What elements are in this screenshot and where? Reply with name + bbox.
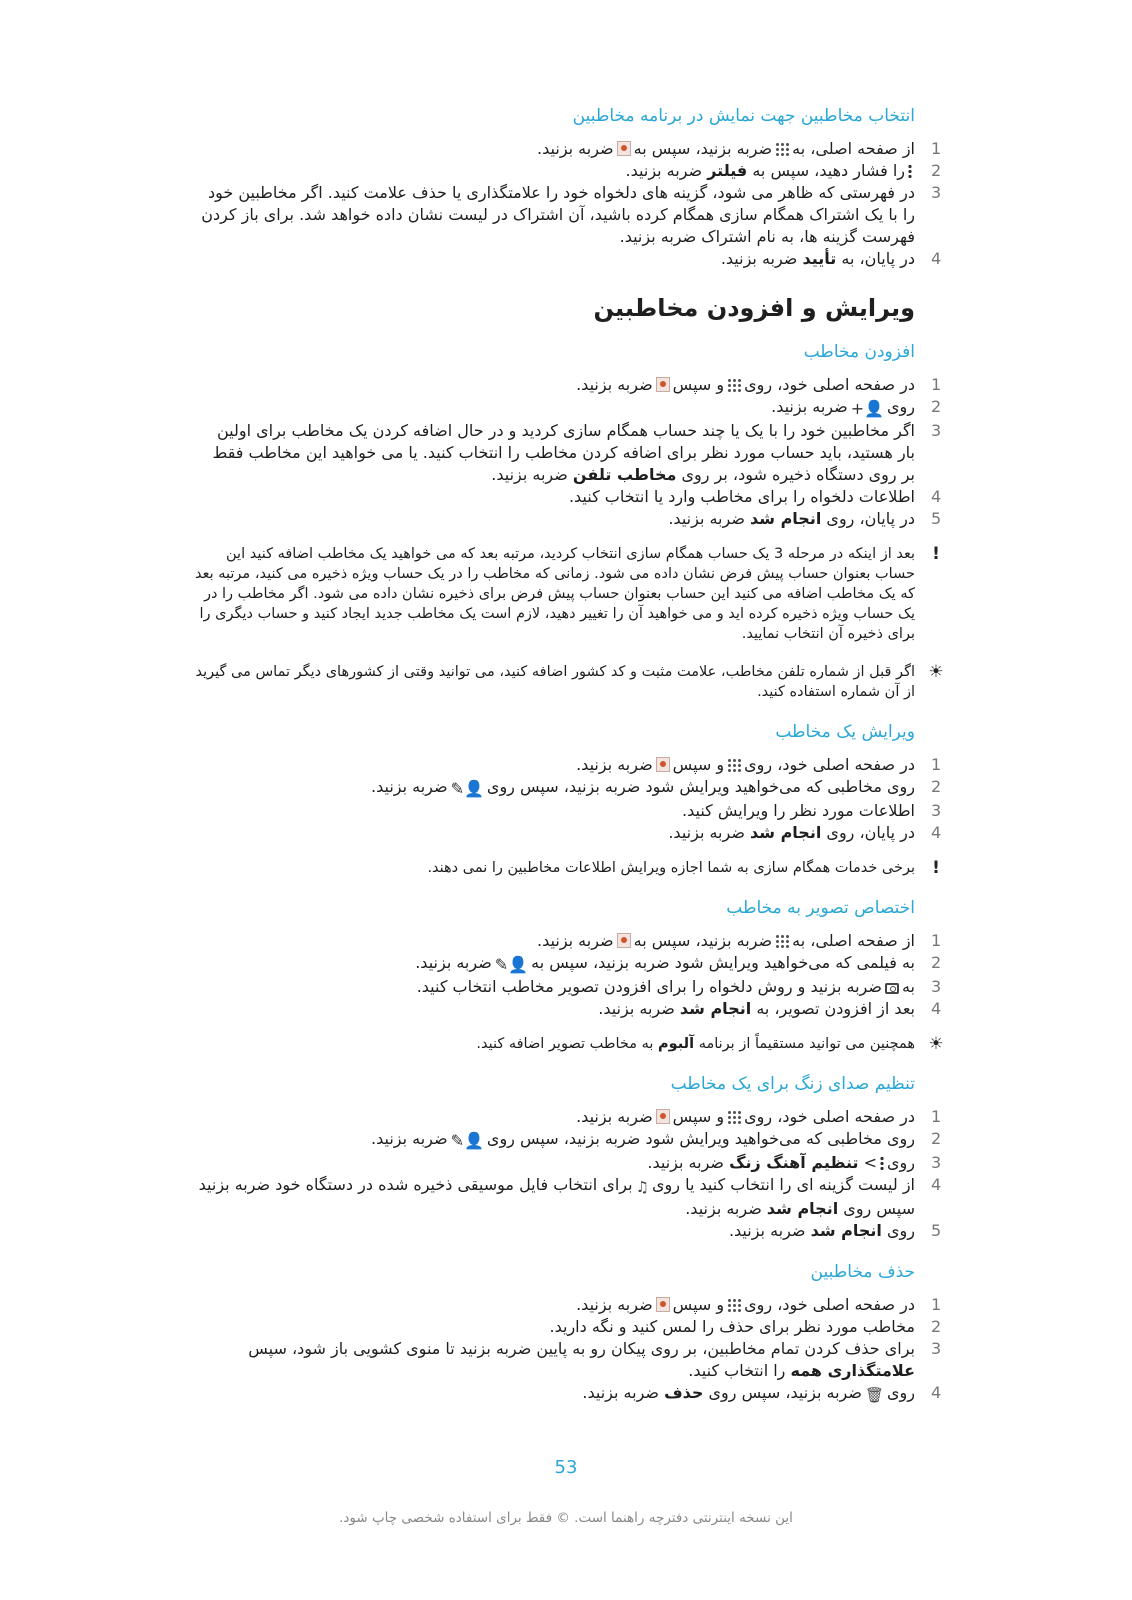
step-number: 3: [931, 1339, 942, 1358]
contacts-app-icon: [656, 377, 670, 392]
step-text: ضربه بزنید.: [582, 1383, 659, 1402]
step-bold: تنظیم آهنگ زنگ: [729, 1153, 859, 1172]
list-item: [195, 182, 942, 248]
step-text: و سپس: [672, 1107, 725, 1126]
section-edit-contact: [195, 720, 942, 878]
step-number: 4: [931, 1383, 942, 1402]
apps-grid-icon: [727, 758, 741, 772]
step-number: 4: [931, 823, 942, 842]
list-item: [195, 486, 942, 508]
step-text: روی مخاطبی که می‌خواهید ویرایش شود ضربه بزنید، سپس روی: [486, 1129, 915, 1148]
note-text: بعد از اینکه در مرحله 3 یک حساب همگام سازی انتخاب کردید، مرتبه بعد که می خواهید یک مخاطب اضافه کنید این حساب بعنوان حساب پیش فرض نشان داده می شود. زمانی که مخاطب را در یک حساب ویژه ذخیره می کنید، مرتبه بعد که یک مخاطب اضافه می کنید این حساب بعنوان حساب پیش فرض برای ذخیره نشان داده می شود. اگر مخاطب را در یک حساب ویژه ذخیره کرده اید و می خواهید آن را تغییر دهید، لازم است یک مخاطب جدید ایجاد کنید و حساب دیگری را برای ذخیره آن انتخاب نمایید.: [195, 546, 915, 642]
list-item: [195, 1220, 942, 1242]
step-text: ضربه بزنید.: [537, 931, 614, 950]
step-text: به: [901, 977, 915, 996]
step-text: ضربه بزنید.: [685, 1199, 762, 1218]
step-text: را انتخاب کنید.: [688, 1361, 786, 1380]
edit-contact-icon: 👤✎: [450, 779, 484, 798]
step-text: در صفحه اصلی خود، روی: [744, 375, 915, 394]
step-text: اگر مخاطبین خود را با یک یا چند حساب همگام سازی کردید و در حال اضافه کردن یک مخاطب برای اولین بار هستید، باید حساب مورد نظر برای اضافه کردن مخاطب را انتخاب کنید. یا می خواهید این مخاطب فقط بر روی دستگاه ذخیره شود، بر روی: [212, 421, 915, 484]
step-number: 1: [931, 1295, 942, 1314]
step-text: ضربه بزنید.: [771, 397, 848, 416]
list-item: [195, 776, 942, 800]
step-text: روی: [887, 1383, 915, 1402]
apps-grid-icon: [727, 1110, 741, 1124]
page-content: [195, 104, 944, 1424]
note-text: به مخاطب تصویر اضافه کنید.: [476, 1036, 654, 1052]
step-text: برای انتخاب فایل موسیقی ذخیره شده در دستگاه خود ضربه بزنید سپس روی: [198, 1175, 915, 1218]
menu-dots-icon: [880, 1156, 884, 1170]
apps-grid-icon: [727, 378, 741, 392]
step-bold: حذف: [664, 1383, 704, 1402]
step-text: در فهرستی که ظاهر می شود، گزینه های دلخواه خود را علامتگذاری یا حذف علامت کنید. اگر مخاطبین خود را با یک اشتراک همگام سازی همگام کرده باشید، آن اشتراک در لیست نشان داده خواهد شد. برای باز کردن فهرست گزینه ها، به نام اشتراک ضربه بزنید.: [201, 183, 915, 246]
list-item: [195, 160, 942, 182]
list-item: [195, 1316, 942, 1338]
contacts-app-icon: [656, 1297, 670, 1312]
list-item: [195, 998, 942, 1020]
step-text: ضربه بزنید.: [576, 375, 653, 394]
step-number: 3: [931, 801, 942, 820]
step-bold: انجام شد: [679, 999, 752, 1018]
step-text: ضربه بزنید.: [668, 823, 745, 842]
step-text: ضربه بزنید.: [491, 465, 568, 484]
section-title: حذف مخاطبین: [810, 1262, 915, 1282]
lightbulb-icon: ☀: [928, 662, 944, 682]
add-contact-icon: 👤+: [850, 399, 885, 418]
page-heading: ویرایش و افزودن مخاطبین: [593, 294, 915, 322]
edit-contact-icon: 👤✎: [450, 1131, 484, 1150]
step-text: و سپس: [672, 755, 725, 774]
step-number: 4: [931, 487, 942, 506]
step-text: ضربه بزنید.: [728, 1221, 806, 1240]
step-text: ضربه بزنید.: [415, 953, 492, 972]
step-text: ضربه بزنید.: [576, 1107, 653, 1126]
section-add-contact: [195, 340, 944, 702]
step-text: ضربه بزنید و روش دلخواه را برای افزودن تصویر مخاطب انتخاب کنید.: [416, 977, 882, 996]
step-number: 3: [931, 183, 942, 202]
list-item: [195, 138, 942, 160]
step-text: به فیلمی که می‌خواهید ویرایش شود ضربه بزنید، سپس به: [531, 953, 915, 972]
exclamation-icon: !: [932, 858, 940, 878]
note-text: برخی خدمات همگام سازی به شما اجازه ویرایش اطلاعات مخاطبین را نمی دهند.: [427, 860, 915, 876]
list-item: [195, 1106, 942, 1128]
contacts-app-icon: [656, 757, 670, 772]
step-text: از صفحه اصلی، به: [792, 931, 915, 950]
step-number: 2: [931, 777, 942, 796]
note-bold: آلبوم: [658, 1036, 695, 1052]
step-text: و سپس: [672, 1295, 725, 1314]
list-item: [195, 800, 942, 822]
step-text: ضربه بزنید.: [537, 139, 614, 158]
step-text: بعد از افزودن تصویر، به: [756, 999, 915, 1018]
step-number: 2: [931, 1129, 942, 1148]
list-item: [195, 1152, 942, 1174]
apps-grid-icon: [775, 142, 789, 156]
step-text: از لیست گزینه ای را انتخاب کنید یا روی: [652, 1175, 915, 1194]
list-item: [195, 1294, 942, 1316]
lightbulb-icon: ☀: [928, 1034, 944, 1054]
step-text: را فشار دهید، سپس به: [752, 161, 905, 180]
step-text: اطلاعات دلخواه را برای مخاطب وارد یا انتخاب کنید.: [568, 487, 915, 506]
warning-note: [195, 544, 940, 644]
step-text: در پایان، روی: [826, 509, 915, 528]
step-number: 5: [931, 1221, 942, 1240]
step-number: 1: [931, 755, 942, 774]
step-text: ضربه بزنید، سپس به: [633, 931, 773, 950]
step-text: ضربه بزنید.: [598, 999, 675, 1018]
step-number: 3: [931, 977, 942, 996]
steps-list: [195, 1294, 942, 1406]
step-number: 4: [931, 249, 942, 268]
section-title: تنظیم صدای زنگ برای یک مخاطب: [670, 1074, 915, 1094]
section-title: انتخاب مخاطبین جهت نمایش در برنامه مخاطبین: [572, 106, 915, 126]
step-number: 2: [931, 397, 942, 416]
step-text: ضربه بزنید.: [625, 161, 703, 180]
step-bold: انجام شد: [750, 509, 822, 528]
step-text: روی مخاطبی که می‌خواهید ویرایش شود ضربه بزنید، سپس روی: [486, 777, 915, 796]
list-item: [195, 1128, 942, 1152]
edit-contact-icon: 👤✎: [494, 955, 529, 974]
step-bold: انجام شد: [766, 1199, 839, 1218]
list-item: [195, 1174, 942, 1220]
exclamation-icon: !: [932, 544, 940, 564]
step-number: 3: [931, 1153, 942, 1172]
step-number: 3: [931, 421, 942, 440]
step-text: ضربه بزنید.: [647, 1153, 724, 1172]
step-text: در پایان، روی: [826, 823, 915, 842]
steps-list: [195, 1106, 942, 1242]
step-bold: انجام شد: [750, 823, 822, 842]
list-item: [195, 374, 942, 396]
step-number: 4: [931, 1175, 942, 1194]
trash-icon: 🗑: [864, 1386, 885, 1404]
section-title: ویرایش یک مخاطب: [775, 722, 915, 742]
page-number: 53: [554, 1457, 578, 1478]
list-item: [195, 822, 942, 844]
step-text: ضربه بزنید، سپس به: [633, 139, 773, 158]
list-item: [195, 396, 942, 420]
camera-icon: [885, 983, 899, 994]
contacts-app-icon: [617, 933, 631, 948]
step-number: 5: [931, 509, 942, 528]
list-item: [195, 508, 942, 530]
step-text: در صفحه اصلی خود، روی: [744, 1295, 915, 1314]
step-text: ضربه بزنید.: [371, 777, 448, 796]
step-number: 2: [931, 953, 942, 972]
steps-list: [195, 754, 942, 844]
step-number: 2: [931, 1317, 942, 1336]
step-text: >: [863, 1153, 878, 1172]
step-text: در صفحه اصلی خود، روی: [744, 755, 915, 774]
step-text: در پایان، به: [841, 249, 915, 268]
section-ringtone: [195, 1072, 942, 1242]
step-bold: علامتگذاری همه: [790, 1361, 915, 1380]
step-text: از صفحه اصلی، به: [792, 139, 915, 158]
step-number: 1: [931, 931, 942, 950]
list-item: [195, 952, 942, 976]
section-show-contacts: [195, 104, 942, 270]
step-text: روی: [887, 1153, 915, 1172]
contacts-app-icon: [617, 141, 631, 156]
step-bold: مخاطب تلفن: [572, 465, 677, 484]
step-text: برای حذف کردن تمام مخاطبین، بر روی پیکان رو به پایین ضربه بزنید تا منوی کشویی باز شود، سپس: [248, 1339, 915, 1358]
section-title: اختصاص تصویر به مخاطب: [726, 898, 915, 918]
menu-dots-icon: [908, 164, 912, 178]
step-text: ضربه بزنید، سپس روی: [708, 1383, 862, 1402]
step-text: ضربه بزنید.: [371, 1129, 448, 1148]
step-bold: انجام شد: [810, 1221, 882, 1240]
step-text: ضربه بزنید.: [576, 1295, 653, 1314]
step-text: اطلاعات مورد نظر را ویرایش کنید.: [682, 801, 915, 820]
step-text: ضربه بزنید.: [720, 249, 798, 268]
step-text: روی: [887, 397, 915, 416]
apps-grid-icon: [727, 1298, 741, 1312]
step-number: 1: [931, 1107, 942, 1126]
list-item: [195, 1382, 942, 1406]
step-text: و سپس: [672, 375, 725, 394]
step-bold: فیلتر: [707, 161, 748, 180]
steps-list: [195, 374, 942, 530]
step-text: روی: [887, 1221, 915, 1240]
step-number: 2: [931, 161, 942, 180]
list-item: [195, 1338, 942, 1382]
list-item: [195, 930, 942, 952]
music-file-icon: ♫: [635, 1178, 650, 1196]
contacts-app-icon: [656, 1109, 670, 1124]
note-text: همچنین می توانید مستقیماً از برنامه: [698, 1036, 915, 1052]
tip-note: [195, 662, 944, 702]
warning-note: [195, 858, 940, 878]
steps-list: [195, 138, 942, 270]
section-title: افزودن مخاطب: [803, 342, 915, 362]
section-contact-picture: [195, 896, 944, 1054]
step-bold: تأیید: [802, 249, 837, 268]
list-item: [195, 754, 942, 776]
step-text: در صفحه اصلی خود، روی: [744, 1107, 915, 1126]
list-item: [195, 976, 942, 998]
step-text: ضربه بزنید.: [576, 755, 653, 774]
step-number: 4: [931, 999, 942, 1018]
page-footer: این نسخه اینترنتی دفترچه راهنما است. © فقط برای استفاده شخصی چاپ شود.: [339, 1510, 793, 1526]
step-number: 1: [931, 139, 942, 158]
apps-grid-icon: [775, 934, 789, 948]
note-text: اگر قبل از شماره تلفن مخاطب، علامت مثبت و کد کشور اضافه کنید، می توانید وقتی از کشورهای دیگر تماس می گیرید از آن شماره استفاده کنید.: [195, 664, 915, 700]
list-item: [195, 248, 942, 270]
step-text: ضربه بزنید.: [668, 509, 745, 528]
step-number: 1: [931, 375, 942, 394]
tip-note: [195, 1034, 944, 1054]
list-item: [195, 420, 942, 486]
step-text: مخاطب مورد نظر برای حذف را لمس کنید و نگه دارید.: [549, 1317, 915, 1336]
section-delete-contacts: [195, 1260, 942, 1406]
steps-list: [195, 930, 942, 1020]
